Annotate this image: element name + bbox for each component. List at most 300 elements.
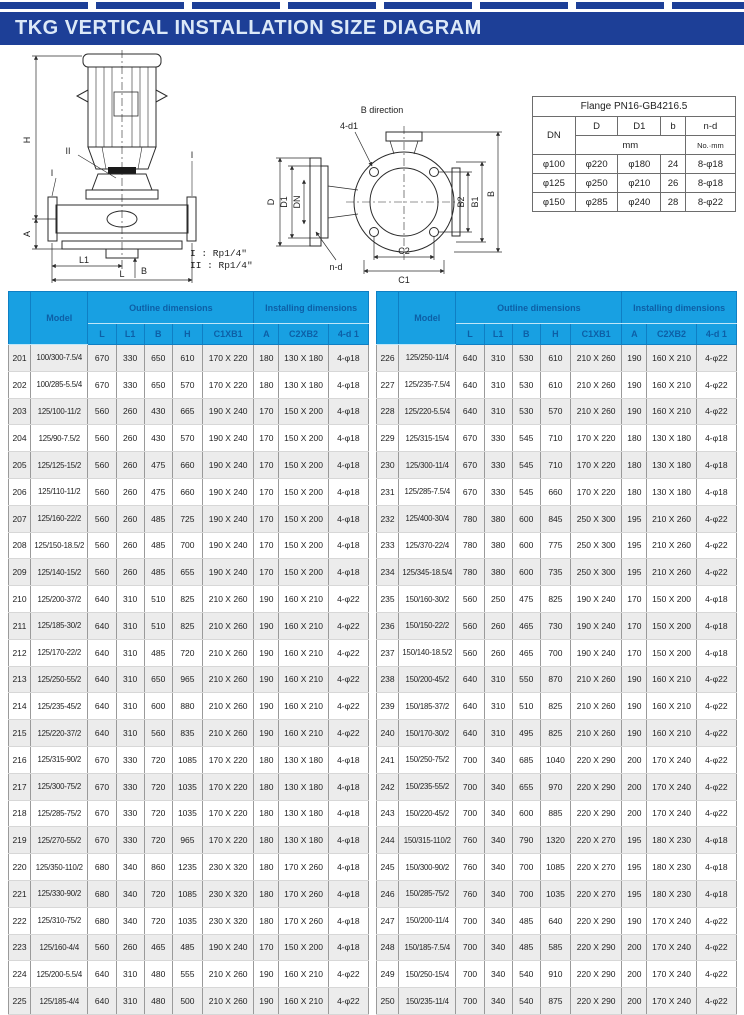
row-number: 208: [9, 532, 31, 559]
value-cell: 1320: [540, 827, 570, 854]
value-cell: 340: [484, 988, 512, 1015]
value-cell: 560: [88, 559, 116, 586]
model-cell: 150/140-18.5/2: [399, 639, 456, 666]
value-cell: 310: [484, 398, 512, 425]
table-body-right: [377, 345, 737, 1015]
value-cell: 780: [456, 559, 484, 586]
corner-header: [9, 292, 31, 345]
value-cell: 180: [622, 425, 647, 452]
b-direction-title: B direction: [360, 105, 404, 115]
value-cell: 670: [88, 827, 116, 854]
value-cell: 4-φ22: [696, 532, 736, 559]
value-cell: 560: [456, 612, 484, 639]
value-cell: 640: [456, 720, 484, 747]
value-cell: 180: [254, 345, 279, 372]
row-number: 213: [9, 666, 31, 693]
value-cell: 160 X 210: [279, 612, 328, 639]
value-cell: 4-φ18: [696, 639, 736, 666]
row-number: 248: [377, 934, 399, 961]
value-cell: 4-φ22: [696, 371, 736, 398]
value-cell: 150 X 200: [279, 532, 328, 559]
value-cell: 210 X 260: [202, 666, 253, 693]
value-cell: 4-φ22: [696, 720, 736, 747]
table-row: [377, 345, 737, 372]
value-cell: 210 X 260: [202, 639, 253, 666]
flange-table-title: Flange PN16-GB4216.5: [533, 97, 736, 117]
value-cell: 160 X 210: [647, 666, 696, 693]
table-row: [377, 800, 737, 827]
value-cell: 570: [172, 371, 202, 398]
value-cell: 640: [456, 693, 484, 720]
value-cell: 725: [172, 505, 202, 532]
model-cell: 125/220-5.5/4: [399, 398, 456, 425]
table-row: [377, 961, 737, 988]
row-number: 241: [377, 746, 399, 773]
value-cell: 600: [144, 693, 172, 720]
value-cell: 170 X 260: [279, 880, 328, 907]
value-cell: 195: [622, 880, 647, 907]
model-cell: 150/285-75/2: [399, 880, 456, 907]
col-header-h: H: [172, 324, 202, 345]
dim-label-dn: DN: [292, 195, 302, 209]
row-number: 232: [377, 505, 399, 532]
row-number: 216: [9, 746, 31, 773]
value-cell: 310: [116, 586, 144, 613]
value-cell: 4-φ18: [328, 371, 368, 398]
value-cell: 700: [456, 907, 484, 934]
value-cell: 180: [622, 452, 647, 479]
value-cell: 500: [172, 988, 202, 1015]
value-cell: 4-φ22: [696, 559, 736, 586]
value-cell: 190 X 240: [570, 586, 621, 613]
value-cell: 210 X 260: [202, 961, 253, 988]
value-cell: 485: [144, 559, 172, 586]
port-label-i-right: I: [190, 150, 194, 160]
value-cell: 190: [254, 666, 279, 693]
value-cell: 260: [484, 639, 512, 666]
value-cell: 220 X 270: [570, 854, 621, 881]
value-cell: 4-φ18: [696, 425, 736, 452]
value-cell: 190 X 240: [202, 425, 253, 452]
value-cell: 700: [456, 934, 484, 961]
value-cell: 220 X 290: [570, 961, 621, 988]
table-row: [9, 371, 369, 398]
value-cell: 180: [254, 907, 279, 934]
dimension-tables: [8, 291, 737, 1015]
value-cell: 170 X 220: [570, 452, 621, 479]
flange-cell: φ240: [618, 193, 661, 212]
value-cell: 200: [622, 934, 647, 961]
value-cell: 210 X 260: [570, 345, 621, 372]
value-cell: 220 X 290: [570, 746, 621, 773]
value-cell: 4-φ18: [328, 532, 368, 559]
value-cell: 680: [88, 880, 116, 907]
value-cell: 600: [512, 532, 540, 559]
value-cell: 130 X 180: [279, 773, 328, 800]
value-cell: 330: [116, 773, 144, 800]
value-cell: 170 X 220: [202, 371, 253, 398]
value-cell: 330: [484, 425, 512, 452]
value-cell: 190: [622, 398, 647, 425]
value-cell: 210 X 260: [570, 693, 621, 720]
value-cell: 150 X 200: [279, 398, 328, 425]
table-row: [377, 854, 737, 881]
value-cell: 170 X 220: [202, 773, 253, 800]
value-cell: 4-φ18: [328, 559, 368, 586]
value-cell: 330: [116, 746, 144, 773]
port-thread-notes: [190, 248, 253, 272]
model-cell: 125/160-22/2: [31, 505, 88, 532]
value-cell: 150 X 200: [279, 934, 328, 961]
value-cell: 170: [254, 934, 279, 961]
value-cell: 1085: [172, 746, 202, 773]
value-cell: 560: [88, 478, 116, 505]
value-cell: 485: [172, 934, 202, 961]
value-cell: 260: [116, 452, 144, 479]
table-row: [377, 988, 737, 1015]
model-header: Model: [399, 292, 456, 345]
value-cell: 160 X 210: [279, 961, 328, 988]
value-cell: 1085: [172, 880, 202, 907]
value-cell: 190: [622, 371, 647, 398]
value-cell: 310: [116, 612, 144, 639]
row-number: 250: [377, 988, 399, 1015]
row-number: 201: [9, 345, 31, 372]
value-cell: 720: [144, 880, 172, 907]
value-cell: 720: [144, 827, 172, 854]
value-cell: 965: [172, 666, 202, 693]
col-header-c1xb1: C1XB1: [570, 324, 621, 345]
value-cell: 560: [144, 720, 172, 747]
model-cell: 125/220-37/2: [31, 720, 88, 747]
value-cell: 4-φ22: [328, 612, 368, 639]
model-cell: 150/160-30/2: [399, 586, 456, 613]
value-cell: 540: [512, 961, 540, 988]
model-cell: 125/250-11/4: [399, 345, 456, 372]
table-row: [377, 907, 737, 934]
value-cell: 640: [88, 586, 116, 613]
value-cell: 210 X 260: [202, 693, 253, 720]
value-cell: 170 X 240: [647, 907, 696, 934]
value-cell: 200: [622, 961, 647, 988]
value-cell: 600: [512, 559, 540, 586]
table-row: [377, 532, 737, 559]
value-cell: 710: [540, 452, 570, 479]
value-cell: 340: [484, 934, 512, 961]
row-number: 202: [9, 371, 31, 398]
value-cell: 680: [88, 907, 116, 934]
value-cell: 340: [484, 800, 512, 827]
value-cell: 485: [512, 907, 540, 934]
value-cell: 190: [622, 720, 647, 747]
value-cell: 860: [144, 854, 172, 881]
value-cell: 195: [622, 505, 647, 532]
value-cell: 475: [512, 586, 540, 613]
table-row: [377, 371, 737, 398]
value-cell: 870: [540, 666, 570, 693]
flange-cell: φ220: [575, 155, 618, 174]
note-port-ii: II : Rp1/4": [190, 260, 253, 271]
value-cell: 600: [512, 505, 540, 532]
model-cell: 125/270-55/2: [31, 827, 88, 854]
value-cell: 560: [88, 532, 116, 559]
value-cell: 210 X 260: [570, 371, 621, 398]
value-cell: 180: [622, 478, 647, 505]
value-cell: 4-φ18: [328, 880, 368, 907]
model-cell: 150/220-45/2: [399, 800, 456, 827]
dim-label-a: A: [22, 230, 32, 238]
value-cell: 170 X 240: [647, 746, 696, 773]
col-header-l: L: [88, 324, 116, 345]
value-cell: 4-φ18: [696, 880, 736, 907]
value-cell: 4-φ22: [696, 666, 736, 693]
value-cell: 560: [88, 425, 116, 452]
value-cell: 465: [144, 934, 172, 961]
table-row: [377, 827, 737, 854]
value-cell: 210 X 260: [570, 398, 621, 425]
col-header-c2xb2: C2XB2: [279, 324, 328, 345]
value-cell: 180: [254, 773, 279, 800]
value-cell: 700: [456, 773, 484, 800]
row-number: 240: [377, 720, 399, 747]
value-cell: 4-φ18: [328, 478, 368, 505]
model-cell: 125/100-11/2: [31, 398, 88, 425]
row-number: 246: [377, 880, 399, 907]
value-cell: 190 X 240: [202, 532, 253, 559]
value-cell: 190 X 240: [570, 639, 621, 666]
col-header-a: A: [254, 324, 279, 345]
value-cell: 310: [484, 666, 512, 693]
table-row: [9, 746, 369, 773]
value-cell: 475: [144, 478, 172, 505]
value-cell: 510: [512, 693, 540, 720]
model-header: Model: [31, 292, 88, 345]
table-row: [9, 880, 369, 907]
model-cell: 125/310-75/2: [31, 907, 88, 934]
value-cell: 4-φ22: [328, 720, 368, 747]
table-row: [9, 934, 369, 961]
value-cell: 4-φ18: [696, 586, 736, 613]
table-row: [9, 639, 369, 666]
dim-label-l: L: [119, 269, 125, 279]
value-cell: 430: [144, 425, 172, 452]
table-row: [377, 880, 737, 907]
value-cell: 910: [540, 961, 570, 988]
model-cell: 125/90-7.5/2: [31, 425, 88, 452]
value-cell: 1035: [172, 800, 202, 827]
flange-cell: φ180: [618, 155, 661, 174]
value-cell: 150 X 200: [279, 559, 328, 586]
value-cell: 4-φ18: [328, 398, 368, 425]
value-cell: 170 X 260: [279, 854, 328, 881]
col-header-l1: L1: [116, 324, 144, 345]
view-arrow-label-b: B: [141, 266, 148, 276]
value-cell: 170: [622, 639, 647, 666]
col-header-h: H: [540, 324, 570, 345]
flange-row: [533, 174, 736, 193]
row-number: 235: [377, 586, 399, 613]
value-cell: 610: [540, 371, 570, 398]
outline-dimensions-header: Outline dimensions: [456, 292, 622, 324]
value-cell: 825: [172, 612, 202, 639]
value-cell: 310: [484, 693, 512, 720]
value-cell: 4-φ18: [328, 907, 368, 934]
value-cell: 4-φ22: [328, 693, 368, 720]
value-cell: 485: [144, 532, 172, 559]
value-cell: 170: [622, 612, 647, 639]
model-cell: 125/300-11/4: [399, 452, 456, 479]
value-cell: 495: [512, 720, 540, 747]
value-cell: 610: [172, 345, 202, 372]
value-cell: 650: [144, 666, 172, 693]
value-cell: 150 X 200: [279, 425, 328, 452]
dim-label-h: H: [22, 136, 32, 144]
table-row: [9, 773, 369, 800]
dimension-table-right: [376, 291, 737, 1015]
flange-spec-table: [532, 96, 736, 212]
value-cell: 4-φ22: [328, 586, 368, 613]
value-cell: 670: [88, 746, 116, 773]
value-cell: 465: [512, 639, 540, 666]
value-cell: 4-φ18: [696, 478, 736, 505]
value-cell: 640: [456, 345, 484, 372]
value-cell: 170: [254, 505, 279, 532]
value-cell: 510: [144, 612, 172, 639]
value-cell: 4-φ22: [696, 693, 736, 720]
row-number: 219: [9, 827, 31, 854]
value-cell: 340: [484, 961, 512, 988]
value-cell: 170 X 220: [202, 827, 253, 854]
value-cell: 340: [484, 880, 512, 907]
value-cell: 190: [622, 666, 647, 693]
value-cell: 170: [254, 532, 279, 559]
value-cell: 4-φ18: [696, 827, 736, 854]
value-cell: 465: [512, 612, 540, 639]
value-cell: 4-φ22: [696, 907, 736, 934]
table-row: [377, 934, 737, 961]
col-header-l: L: [456, 324, 484, 345]
value-cell: 190: [254, 612, 279, 639]
value-cell: 190: [622, 907, 647, 934]
value-cell: 700: [456, 746, 484, 773]
value-cell: 310: [116, 639, 144, 666]
model-cell: 125/400-30/4: [399, 505, 456, 532]
value-cell: 260: [116, 532, 144, 559]
value-cell: 170: [254, 452, 279, 479]
row-number: 210: [9, 586, 31, 613]
model-cell: 100/300-7.5/4: [31, 345, 88, 372]
value-cell: 340: [484, 746, 512, 773]
row-number: 234: [377, 559, 399, 586]
value-cell: 330: [484, 478, 512, 505]
flange-cell: φ100: [533, 155, 576, 174]
row-number: 228: [377, 398, 399, 425]
value-cell: 170: [254, 398, 279, 425]
value-cell: 485: [144, 639, 172, 666]
flange-cell: 24: [661, 155, 686, 174]
table-row: [9, 612, 369, 639]
table-row: [377, 746, 737, 773]
model-cell: 150/235-55/2: [399, 773, 456, 800]
value-cell: 540: [512, 988, 540, 1015]
row-number: 217: [9, 773, 31, 800]
dim-label-4-d1: 4-d1: [339, 121, 359, 131]
value-cell: 880: [172, 693, 202, 720]
row-number: 230: [377, 452, 399, 479]
table-row: [9, 559, 369, 586]
value-cell: 260: [484, 612, 512, 639]
value-cell: 190 X 240: [202, 452, 253, 479]
model-cell: 125/285-75/2: [31, 800, 88, 827]
value-cell: 4-φ18: [696, 854, 736, 881]
value-cell: 340: [484, 827, 512, 854]
value-cell: 200: [622, 746, 647, 773]
value-cell: 260: [116, 934, 144, 961]
value-cell: 260: [116, 505, 144, 532]
value-cell: 170 X 240: [647, 773, 696, 800]
model-cell: 125/370-22/4: [399, 532, 456, 559]
value-cell: 640: [456, 666, 484, 693]
value-cell: 700: [456, 988, 484, 1015]
row-number: 212: [9, 639, 31, 666]
table-row: [9, 988, 369, 1015]
value-cell: 170 X 240: [647, 800, 696, 827]
value-cell: 560: [88, 934, 116, 961]
value-cell: 170: [254, 425, 279, 452]
value-cell: 640: [88, 639, 116, 666]
value-cell: 845: [540, 505, 570, 532]
table-row: [377, 693, 737, 720]
model-cell: 150/250-75/2: [399, 746, 456, 773]
value-cell: 190 X 240: [202, 478, 253, 505]
value-cell: 190 X 240: [202, 398, 253, 425]
value-cell: 310: [116, 666, 144, 693]
table-row: [9, 854, 369, 881]
flange-cell: φ250: [575, 174, 618, 193]
flange-row: [533, 193, 736, 212]
value-cell: 4-φ22: [328, 639, 368, 666]
value-cell: 570: [540, 398, 570, 425]
value-cell: 560: [88, 505, 116, 532]
value-cell: 195: [622, 827, 647, 854]
value-cell: 210 X 260: [570, 666, 621, 693]
value-cell: 310: [484, 345, 512, 372]
value-cell: 310: [116, 720, 144, 747]
row-number: 206: [9, 478, 31, 505]
value-cell: 480: [144, 988, 172, 1015]
row-number: 243: [377, 800, 399, 827]
model-cell: 150/170-30/2: [399, 720, 456, 747]
value-cell: 380: [484, 505, 512, 532]
value-cell: 250: [484, 586, 512, 613]
row-number: 211: [9, 612, 31, 639]
table-row: [9, 961, 369, 988]
row-number: 247: [377, 907, 399, 934]
model-cell: 125/300-75/2: [31, 773, 88, 800]
row-number: 226: [377, 345, 399, 372]
model-cell: 125/170-22/2: [31, 639, 88, 666]
title-banner: [0, 12, 744, 45]
value-cell: 170 X 240: [647, 988, 696, 1015]
value-cell: 475: [144, 452, 172, 479]
value-cell: 310: [116, 988, 144, 1015]
value-cell: 150 X 200: [279, 478, 328, 505]
dim-label-d1: D1: [279, 196, 289, 208]
row-number: 249: [377, 961, 399, 988]
value-cell: 670: [456, 425, 484, 452]
model-cell: 125/315-15/4: [399, 425, 456, 452]
row-number: 207: [9, 505, 31, 532]
